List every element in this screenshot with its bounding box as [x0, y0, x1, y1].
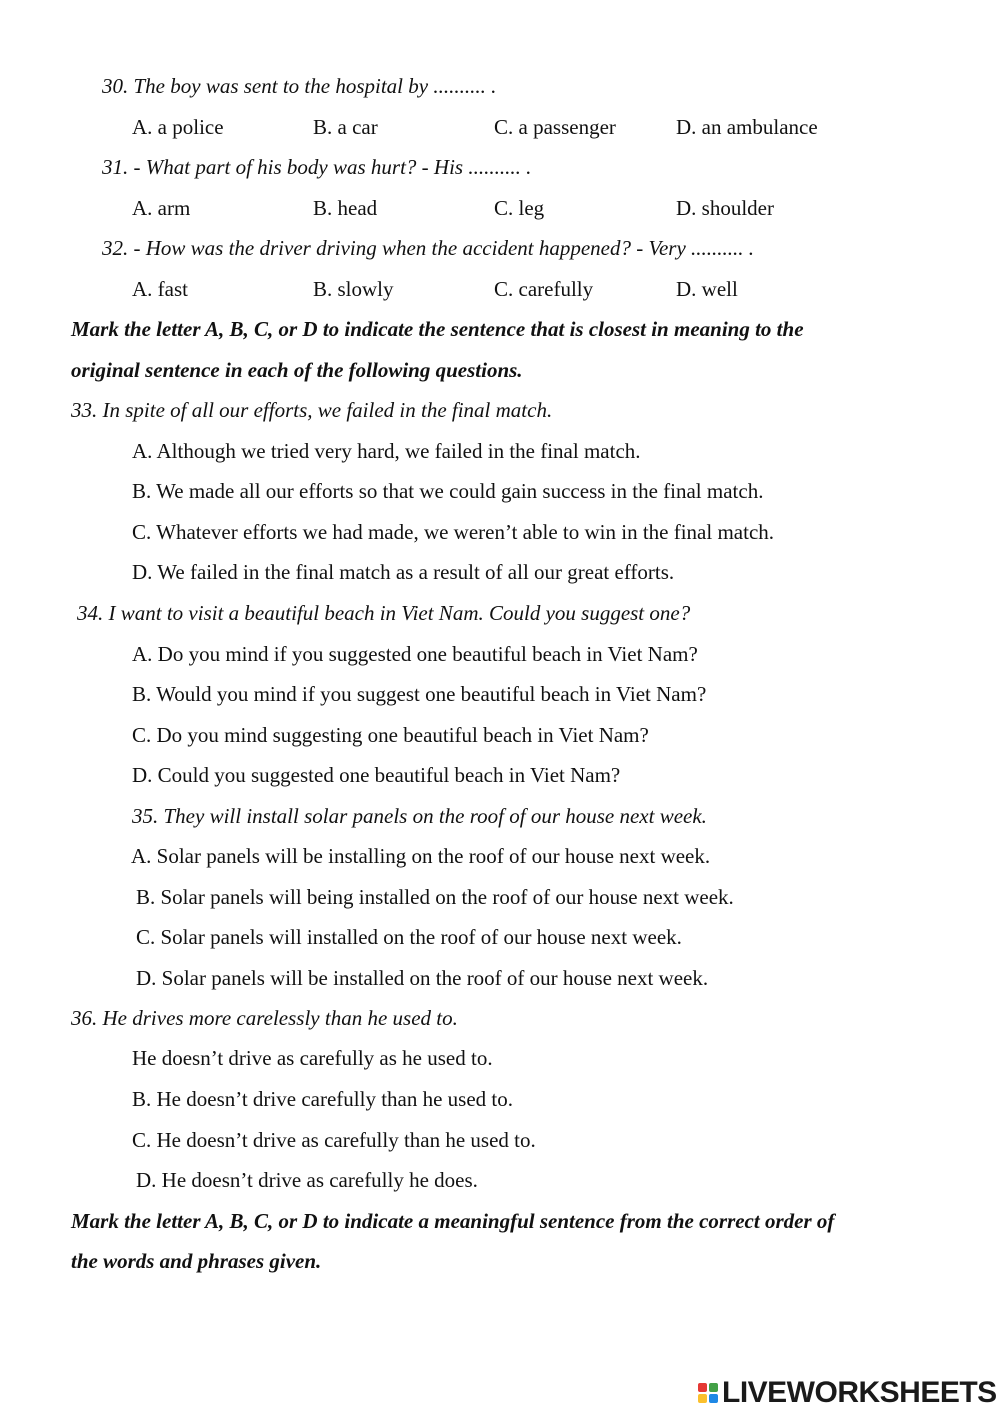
question-32-option-d[interactable]: D. well — [676, 277, 738, 301]
liveworksheets-logo — [698, 1376, 997, 1410]
question-34-option-d[interactable]: D. Could you suggested one beautiful beach in Viet Nam? — [132, 763, 621, 787]
question-30-stem: 30. The boy was sent to the hospital by .......... . — [102, 74, 497, 98]
question-36-option-d[interactable]: D. He doesn’t drive as carefully he does. — [136, 1168, 478, 1192]
question-35-option-b[interactable]: B. Solar panels will being installed on the roof of our house next week. — [136, 885, 734, 909]
liveworksheets-logo-text: LIVEWORKSHEETS — [722, 1376, 997, 1409]
instruction-word-order-line-2: the words and phrases given. — [71, 1249, 322, 1273]
question-30-option-a[interactable]: A. a police — [132, 115, 224, 139]
question-30-option-c[interactable]: C. a passenger — [494, 115, 616, 139]
question-36-option-c[interactable]: C. He doesn’t drive as carefully than he used to. — [132, 1128, 536, 1152]
question-32-stem: 32. - How was the driver driving when the accident happened? - Very .......... . — [102, 236, 755, 260]
instruction-closest-meaning-line-1: Mark the letter A, B, C, or D to indicate the sentence that is closest in meaning to the — [71, 317, 804, 341]
question-36-stem: 36. He drives more carelessly than he used to. — [71, 1006, 458, 1030]
question-33-option-a[interactable]: A. Although we tried very hard, we failed in the final match. — [132, 439, 641, 463]
question-32-option-a[interactable]: A. fast — [132, 277, 188, 301]
question-33-option-c[interactable]: C. Whatever efforts we had made, we weren’t able to win in the final match. — [132, 520, 775, 544]
instruction-closest-meaning-line-2: original sentence in each of the following questions. — [71, 358, 523, 382]
liveworksheets-logo-icon — [698, 1383, 718, 1403]
question-35-option-a[interactable]: A. Solar panels will be installing on the roof of our house next week. — [131, 844, 711, 868]
question-32-option-c[interactable]: C. carefully — [494, 277, 594, 301]
question-31-option-b[interactable]: B. head — [313, 196, 378, 220]
question-31-option-d[interactable]: D. shoulder — [676, 196, 774, 220]
logo-square-yellow — [698, 1394, 707, 1403]
logo-square-blue — [709, 1394, 718, 1403]
question-31-option-c[interactable]: C. leg — [494, 196, 545, 220]
question-34-option-a[interactable]: A. Do you mind if you suggested one beautiful beach in Viet Nam? — [132, 642, 698, 666]
question-36-option-a[interactable]: He doesn’t drive as carefully as he used to. — [132, 1046, 493, 1070]
question-32-option-b[interactable]: B. slowly — [313, 277, 394, 301]
question-35-option-d[interactable]: D. Solar panels will be installed on the roof of our house next week. — [136, 966, 709, 990]
question-30-option-d[interactable]: D. an ambulance — [676, 115, 818, 139]
question-34-stem: 34. I want to visit a beautiful beach in Viet Nam. Could you suggest one? — [77, 601, 691, 625]
question-33-option-d[interactable]: D. We failed in the final match as a result of all our great efforts. — [132, 560, 675, 584]
question-31-option-a[interactable]: A. arm — [132, 196, 191, 220]
question-33-stem: 33. In spite of all our efforts, we failed in the final match. — [71, 398, 553, 422]
question-35-stem: 35. They will install solar panels on the roof of our house next week. — [132, 804, 707, 828]
question-30-option-b[interactable]: B. a car — [313, 115, 378, 139]
question-33-option-b[interactable]: B. We made all our efforts so that we could gain success in the final match. — [132, 479, 764, 503]
question-34-option-b[interactable]: B. Would you mind if you suggest one beautiful beach in Viet Nam? — [132, 682, 707, 706]
logo-square-red — [698, 1383, 707, 1392]
question-35-option-c[interactable]: C. Solar panels will installed on the roof of our house next week. — [136, 925, 682, 949]
question-36-option-b[interactable]: B. He doesn’t drive carefully than he used to. — [132, 1087, 514, 1111]
question-34-option-c[interactable]: C. Do you mind suggesting one beautiful beach in Viet Nam? — [132, 723, 649, 747]
question-31-stem: 31. - What part of his body was hurt? - His .......... . — [102, 155, 532, 179]
logo-square-green — [709, 1383, 718, 1392]
instruction-word-order-line-1: Mark the letter A, B, C, or D to indicate a meaningful sentence from the correct order of — [71, 1209, 835, 1233]
